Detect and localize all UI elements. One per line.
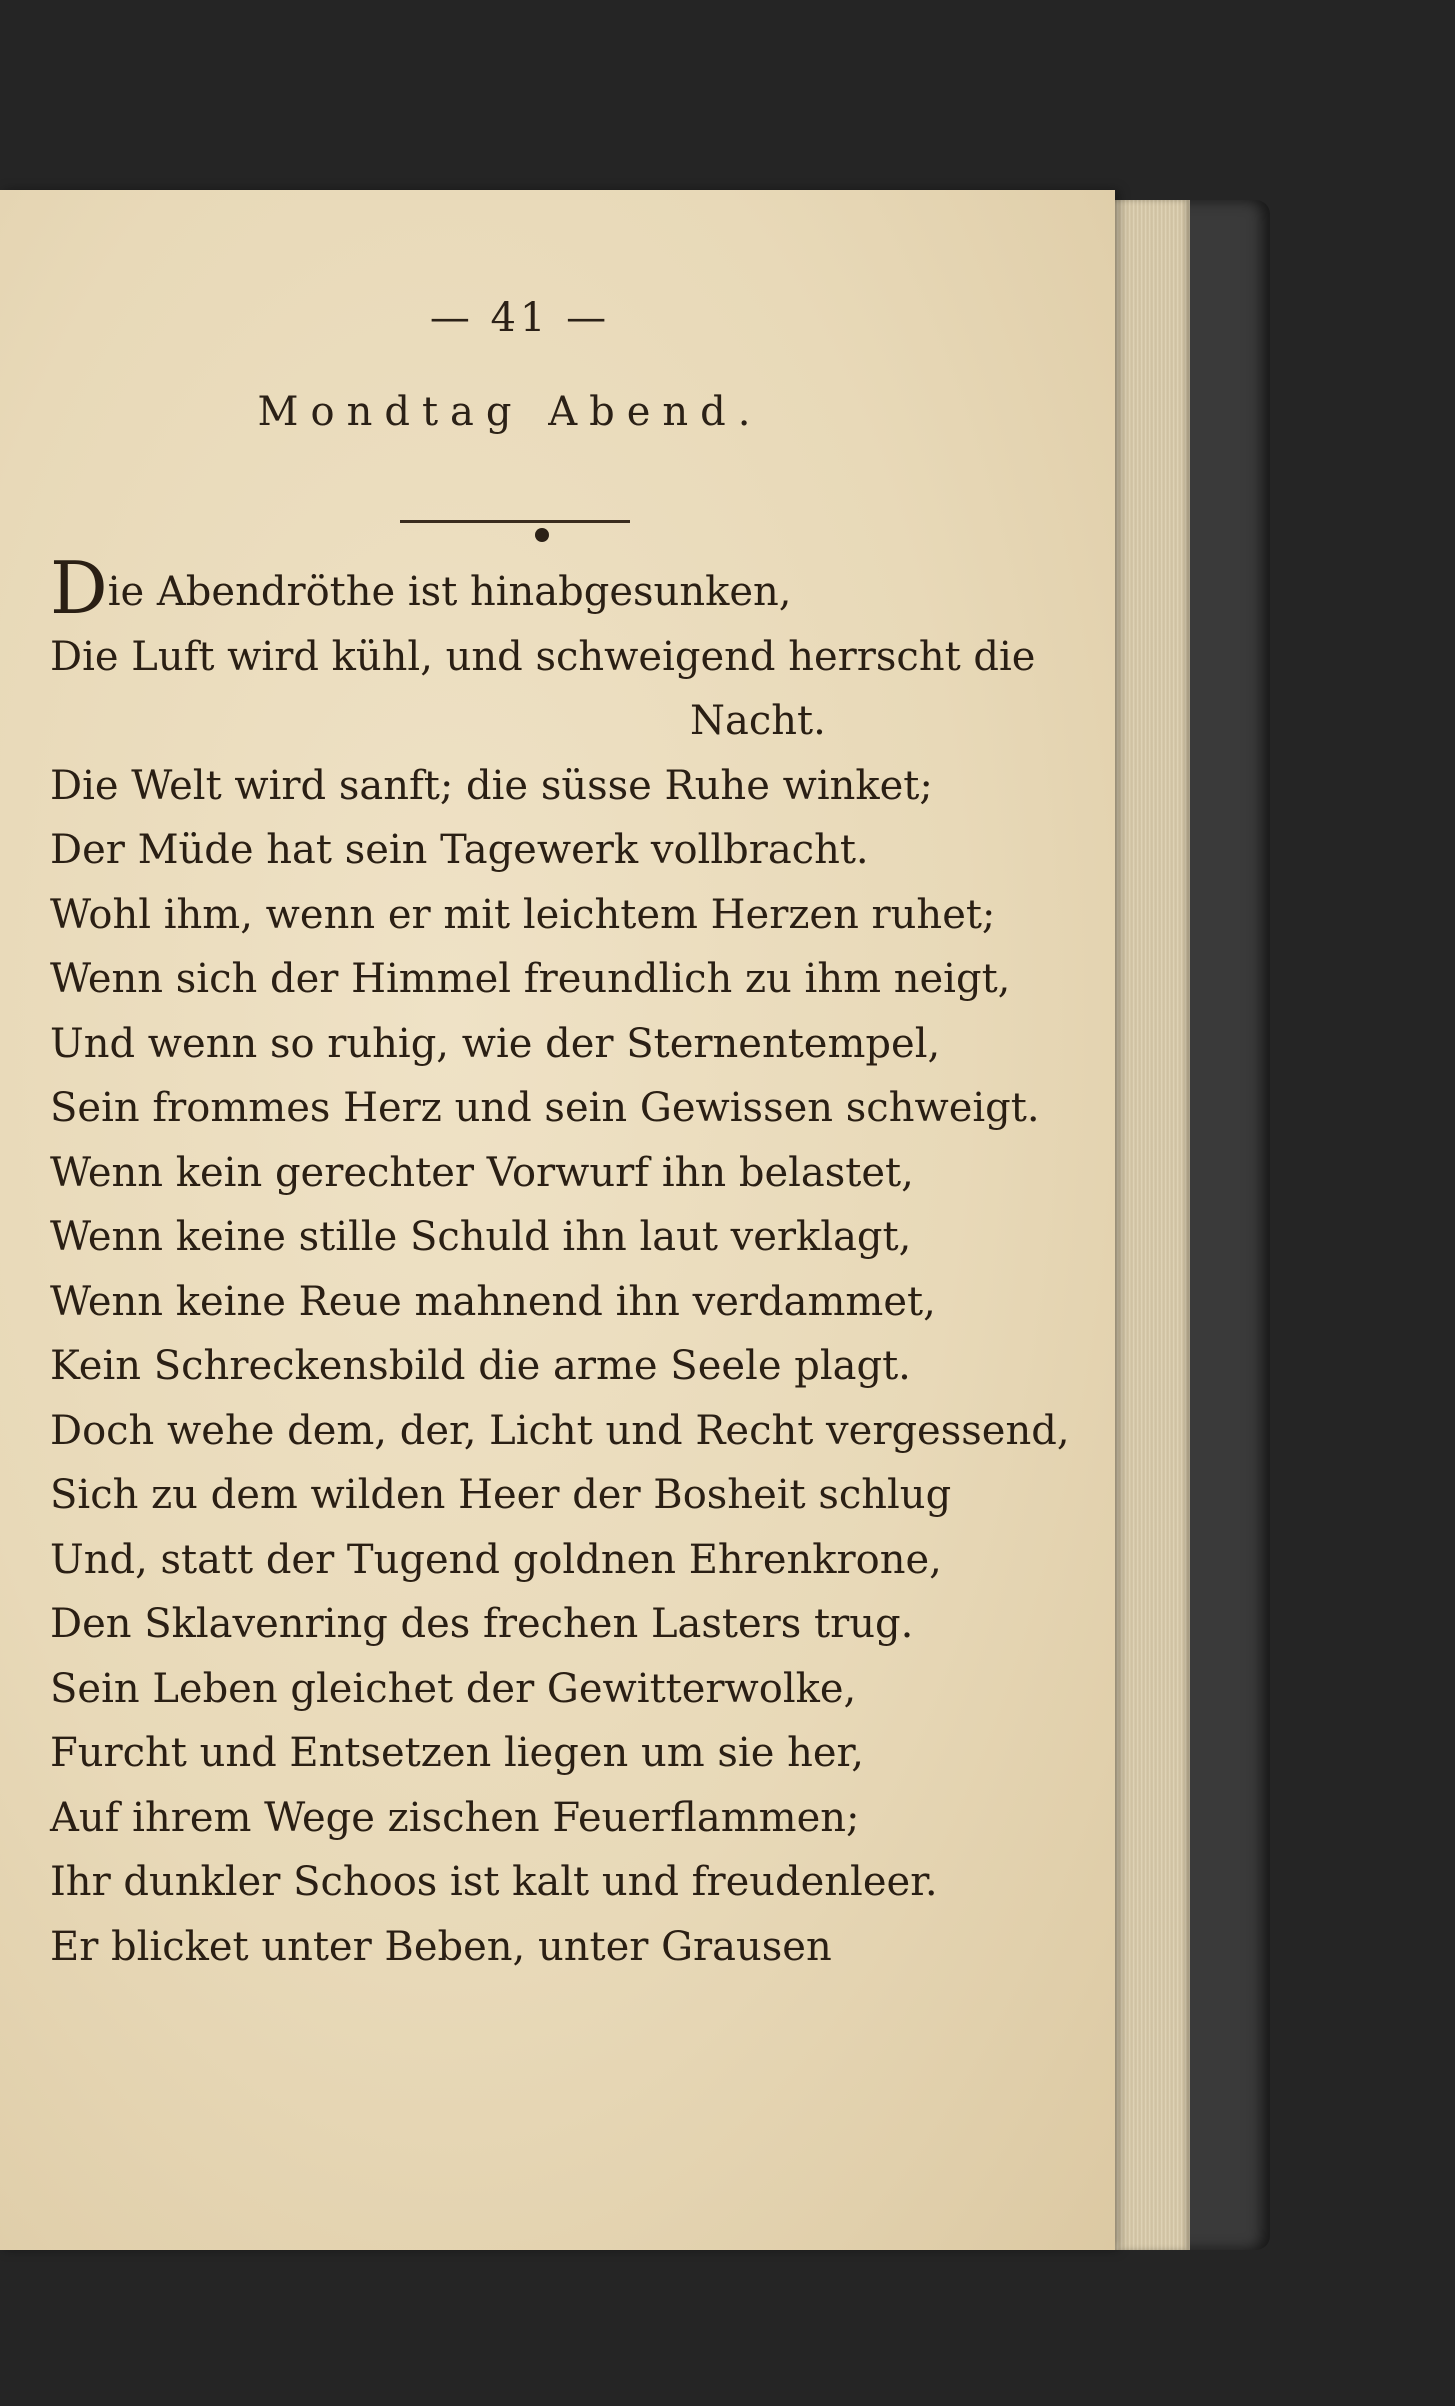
poem-line: Und wenn so ruhig, wie der Sternentempel, [50, 1020, 941, 1067]
poem-line: Wenn keine Reue mahnend ihn verdammet, [50, 1278, 936, 1325]
poem-line: Wenn kein gerechter Vorwurf ihn belastet, [50, 1149, 914, 1196]
book-page [0, 190, 1115, 2250]
poem-text [50, 546, 1080, 1979]
poem-line-text: ie Abendröthe ist hinabgesunken, [107, 569, 792, 615]
open-book [0, 180, 1270, 2260]
section-title: Mondtag Abend. [257, 389, 763, 435]
title-rule [400, 520, 630, 523]
page-header [0, 295, 1000, 435]
poem-line: Doch wehe dem, der, Licht und Recht vergessend, [50, 1407, 1070, 1454]
poem-line: Sein frommes Herz und sein Gewissen schweigt. [50, 1085, 1040, 1131]
poem-line: Auf ihrem Wege zischen Feuerflammen; [50, 1794, 860, 1841]
poem-line: Ihr dunkler Schoos ist kalt und freudenleer. [50, 1859, 938, 1905]
poem-line: Kein Schreckensbild die arme Seele plagt. [50, 1343, 911, 1389]
poem-line: Wenn sich der Himmel freundlich zu ihm neigt, [50, 956, 1011, 1002]
poem-line: Wohl ihm, wenn er mit leichtem Herzen ruhet; [50, 891, 996, 938]
poem-line: Der Müde hat sein Tagewerk vollbracht. [50, 827, 869, 873]
poem-line: Sein Leben gleichet der Gewitterwolke, [50, 1665, 857, 1712]
poem-line-continuation: Nacht. [690, 698, 826, 744]
poem-line: Wenn keine stille Schuld ihn laut verklagt, [50, 1214, 912, 1260]
poem-line: Sich zu dem wilden Heer der Bosheit schlug [50, 1472, 952, 1518]
poem-line-1 [50, 546, 1080, 630]
poem-line: Er blicket unter Beben, unter Grausen [50, 1923, 832, 1970]
page-number: — 41 — [429, 295, 611, 341]
poem-line: Die Luft wird kühl, und schweigend herrscht die [50, 633, 1036, 680]
ornament-dot [535, 528, 549, 542]
poem-line: Die Welt wird sanft; die süsse Ruhe winket; [50, 762, 933, 809]
poem-line: Furcht und Entsetzen liegen um sie her, [50, 1730, 864, 1776]
poem-line: Und, statt der Tugend goldnen Ehrenkrone, [50, 1536, 942, 1583]
poem-line: Den Sklavenring des frechen Lasters trug. [50, 1601, 914, 1647]
drop-cap: D [50, 546, 108, 630]
